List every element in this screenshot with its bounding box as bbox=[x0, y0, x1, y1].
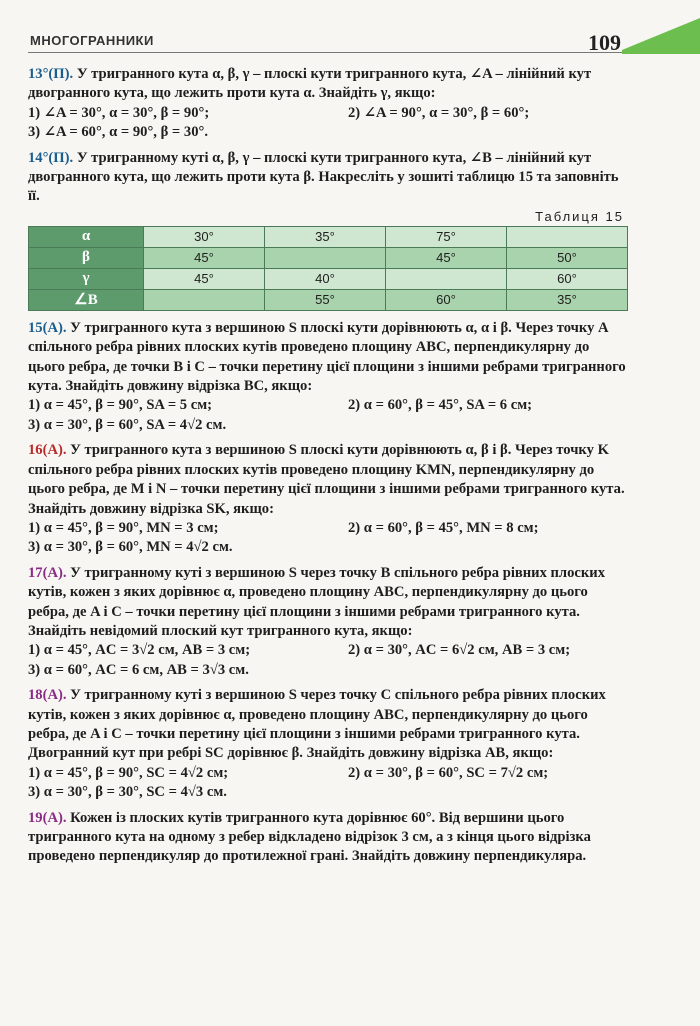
page-number: 109 bbox=[588, 30, 621, 55]
table-cell bbox=[144, 289, 265, 310]
problem-text: У тригранному куті з вершиною S через точку B спільного ребра рівних плоских кутів, кожен з яких дорівнює α, проведено площину ABC, перпендикулярну до цього ребра, де A і C – точки перетину цієї площини з іншими ребрами тригранного кута. Знайдіть невідомий плоский кут тригранного кута, якщо: bbox=[28, 564, 606, 639]
table-cell bbox=[386, 268, 507, 289]
problem-18 bbox=[28, 686, 628, 802]
page-content bbox=[28, 65, 628, 873]
problem-17 bbox=[28, 564, 628, 680]
table-cell bbox=[507, 226, 628, 247]
problem-text: У тригранного кута з вершиною S плоскі кути дорівнюють α, β і β. Через точку K спільного ребра рівних плоских кутів проведено площину KMN, перпендикулярну до цього ребра, де M і N – точки перетину цієї площини з іншими ребрами тригранного кута. Знайдіть довжину відрізка SK, якщо: bbox=[28, 442, 625, 517]
condition-2: 2) ∠A = 90°, α = 30°, β = 60°; bbox=[348, 104, 530, 121]
table-cell: 45° bbox=[144, 247, 265, 268]
condition-2: 2) α = 30°, AC = 6√2 см, AB = 3 см; bbox=[348, 642, 571, 659]
table-cell: 50° bbox=[507, 247, 628, 268]
table-caption: Таблиця 15 bbox=[535, 208, 624, 224]
conditions-row bbox=[28, 104, 628, 123]
corner-wedge-decoration bbox=[622, 18, 700, 54]
chapter-title: МНОГОГРАННИКИ bbox=[30, 33, 154, 48]
condition-3: 3) α = 30°, β = 60°, SA = 4√2 см. bbox=[28, 416, 227, 433]
table-row-gamma bbox=[29, 268, 628, 289]
condition-3: 3) α = 30°, β = 60°, MN = 4√2 см. bbox=[28, 539, 233, 556]
problem-15 bbox=[28, 319, 628, 435]
table-cell: 35° bbox=[507, 289, 628, 310]
table-cell: 60° bbox=[507, 268, 628, 289]
table-cell: 40° bbox=[265, 268, 386, 289]
problem-number: 16(А). bbox=[28, 442, 67, 459]
table-cell: 45° bbox=[144, 268, 265, 289]
table-15 bbox=[28, 226, 628, 311]
problem-text: У тригранного кута α, β, γ – плоскі кути тригранного кута, ∠A – лінійний кут двогранного кута, що лежить проти кута α. Знайдіть γ, якщо: bbox=[28, 66, 592, 102]
table-row-alpha bbox=[29, 226, 628, 247]
condition-2: 2) α = 60°, β = 45°, MN = 8 см; bbox=[348, 519, 539, 536]
problem-number: 18(А). bbox=[28, 687, 67, 704]
problem-16 bbox=[28, 441, 628, 557]
condition-3: 3) α = 60°, AC = 6 см, AB = 3√3 см. bbox=[28, 661, 249, 678]
table-cell: 35° bbox=[265, 226, 386, 247]
condition-1: 1) ∠A = 30°, α = 30°, β = 90°; bbox=[28, 104, 210, 121]
problem-number: 19(А). bbox=[28, 809, 67, 826]
table-cell: 45° bbox=[386, 247, 507, 268]
problem-number: 17(А). bbox=[28, 564, 67, 581]
conditions-row bbox=[28, 764, 628, 783]
row-header: γ bbox=[29, 268, 144, 289]
page-header bbox=[0, 0, 700, 60]
condition-1: 1) α = 45°, AC = 3√2 см, AB = 3 см; bbox=[28, 642, 251, 659]
condition-1: 1) α = 45°, β = 90°, SC = 4√2 см; bbox=[28, 764, 229, 781]
problem-text: У тригранному куті α, β, γ – плоскі кути тригранного кута, ∠B – лінійний кут двогранного кута, що лежить проти кута β. Накресліть у зошиті таблицю 15 та заповніть її. bbox=[28, 149, 619, 205]
table-row-beta bbox=[29, 247, 628, 268]
problem-text: Кожен із плоских кутів тригранного кута дорівнює 60°. Від вершини цього тригранного кута на одному з ребер відкладено відрізок 3 см, а з кінця цього відрізка проведено перпендикуляр до протилежної грані. Знайдіть довжину перпендикуляра. bbox=[28, 809, 591, 865]
table-cell bbox=[265, 247, 386, 268]
conditions-row bbox=[28, 641, 628, 660]
row-header: β bbox=[29, 247, 144, 268]
problem-14 bbox=[28, 149, 628, 207]
table-cell: 30° bbox=[144, 226, 265, 247]
condition-3: 3) ∠A = 60°, α = 90°, β = 30°. bbox=[28, 124, 208, 141]
problem-number: 15(А). bbox=[28, 319, 67, 336]
condition-2: 2) α = 30°, β = 60°, SC = 7√2 см; bbox=[348, 764, 549, 781]
row-header: ∠B bbox=[29, 289, 144, 310]
row-header: α bbox=[29, 226, 144, 247]
conditions-row bbox=[28, 519, 628, 538]
table-cell: 55° bbox=[265, 289, 386, 310]
problem-text: У тригранному куті з вершиною S через точку C спільного ребра рівних плоских кутів, кожен з яких дорівнює α, проведено площину ABC, перпендикулярну до цього ребра, де A і C – точки перетину цієї площини з іншими ребрами тригранного кута. Двогранний кут при ребрі SC дорівнює β. Знайдіть довжину відрізка AB, якщо: bbox=[28, 687, 606, 762]
header-rule bbox=[28, 52, 628, 53]
table-cell: 75° bbox=[386, 226, 507, 247]
condition-1: 1) α = 45°, β = 90°, SA = 5 см; bbox=[28, 397, 213, 414]
table-row-angle-b bbox=[29, 289, 628, 310]
condition-1: 1) α = 45°, β = 90°, MN = 3 см; bbox=[28, 519, 219, 536]
condition-2: 2) α = 60°, β = 45°, SA = 6 см; bbox=[348, 397, 533, 414]
problem-13 bbox=[28, 65, 628, 143]
table-cell: 60° bbox=[386, 289, 507, 310]
problem-text: У тригранного кута з вершиною S плоскі кути дорівнюють α, α і β. Через точку A спільного ребра рівних плоских кутів проведено площину ABC, перпендикулярну до цього ребра, де точки B і C – точки перетину цієї площини з іншими ребрами тригранного кута. Знайдіть довжину відрізка BC, якщо: bbox=[28, 319, 626, 395]
conditions-row bbox=[28, 396, 628, 415]
green-wedge bbox=[622, 18, 700, 54]
problem-19 bbox=[28, 809, 628, 867]
problem-number: 14°(П). bbox=[28, 149, 74, 166]
problem-number: 13°(П). bbox=[28, 66, 74, 82]
condition-3: 3) α = 30°, β = 30°, SC = 4√3 см. bbox=[28, 784, 227, 801]
